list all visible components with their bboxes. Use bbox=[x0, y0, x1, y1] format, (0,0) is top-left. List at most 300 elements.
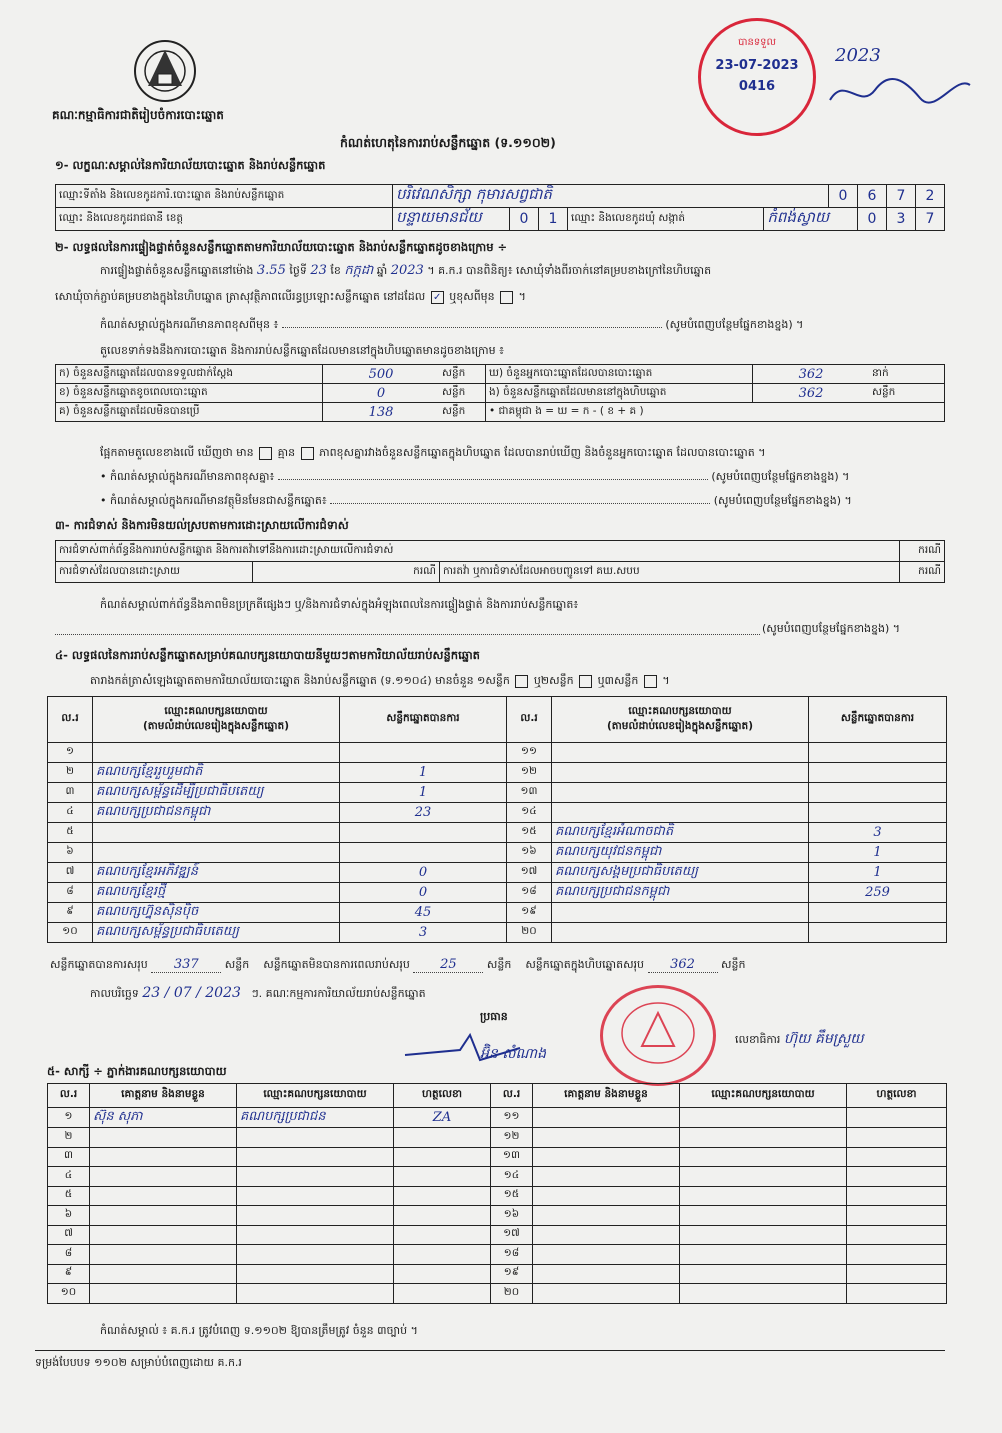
witness-sign bbox=[394, 1167, 491, 1187]
table-row bbox=[48, 1206, 947, 1226]
objection-row2-mid-case: ករណី bbox=[899, 562, 944, 583]
objection-row1-label: ការជំទាស់ពាក់ព័ន្ធនឹងការរាប់សន្លឹកឆ្នោត និងការតវ៉ាទៅនឹងការដោះស្រាយលើការជំទាស់ bbox=[56, 541, 900, 562]
chair-sign-stroke bbox=[400, 1030, 530, 1074]
section2-title: ២- លទ្ធផលនៃការផ្ទៀងផ្ទាត់ចំនួនសន្លឹកឆ្នោតតាមការិយាល័យបោះឆ្នោត និងរាប់សន្លឹកឆ្នោតដូចខាងក្រោម ÷ bbox=[55, 240, 508, 254]
compare-text: ផ្អែកតាមតួលេខខាងលើ ឃើញថា មាន bbox=[100, 446, 254, 459]
result-votes: 23 bbox=[340, 802, 507, 822]
stamp-time: 0416 bbox=[738, 79, 776, 94]
result-no: ២០ bbox=[507, 922, 552, 942]
location-code-2: 6 bbox=[858, 185, 887, 208]
witness-sign bbox=[847, 1264, 947, 1284]
table-row bbox=[48, 1186, 947, 1206]
result-votes bbox=[809, 802, 947, 822]
total-invalid-label: សន្លឹកឆ្នោតមិនបានការពេលរាប់សរុប bbox=[263, 958, 410, 971]
bullet1-label: • កំណត់សម្គាល់ក្នុងករណីមានភាពខុសគ្នា៖ bbox=[100, 470, 275, 483]
province-value: បន្ទាយមានជ័យ bbox=[393, 208, 510, 231]
bullet1-fill-hint: (សូមបំពេញបន្ថែមផ្នែកខាងខ្នង) ។ bbox=[711, 470, 850, 483]
result-votes bbox=[809, 762, 947, 782]
col-no-header: ល.រ bbox=[48, 697, 93, 743]
witness-sign bbox=[394, 1245, 491, 1265]
results-table bbox=[47, 696, 947, 943]
no-diff-checkbox[interactable] bbox=[301, 447, 314, 460]
total-invalid-unit: សន្លឹក bbox=[486, 958, 512, 971]
result-party bbox=[552, 902, 809, 922]
count-row bbox=[56, 384, 945, 403]
witness-party bbox=[237, 1264, 394, 1284]
witness-sign bbox=[847, 1245, 947, 1265]
section5-title: ៥- សាក្សី ÷ ភ្នាក់ងារគណបក្សនយោបាយ bbox=[47, 1064, 227, 1078]
objection-row2-label: ការជំទាស់ដែលបានដោះស្រាយ bbox=[56, 562, 253, 583]
result-party bbox=[552, 922, 809, 942]
result-no: ៨ bbox=[48, 882, 93, 902]
result-votes: 0 bbox=[340, 882, 507, 902]
table-row bbox=[48, 762, 947, 782]
table-row bbox=[48, 1108, 947, 1128]
total-box-value: 362 bbox=[648, 958, 718, 973]
table-row bbox=[48, 1245, 947, 1265]
result-votes: 1 bbox=[809, 862, 947, 882]
result-votes bbox=[809, 902, 947, 922]
result-party bbox=[552, 743, 809, 763]
witness-sign bbox=[847, 1128, 947, 1148]
result-no: ៦ bbox=[48, 842, 93, 862]
witness-name bbox=[533, 1108, 680, 1128]
result-votes: 1 bbox=[340, 782, 507, 802]
witness-name bbox=[90, 1186, 237, 1206]
line1-day-label: ថ្ងៃទី bbox=[289, 264, 307, 277]
stamp-date: 23-07-2023 bbox=[715, 58, 799, 73]
witness-col-party: ឈ្មោះគណបក្សនយោបាយ bbox=[237, 1084, 394, 1108]
three-sheet-checkbox[interactable] bbox=[644, 675, 657, 688]
col-votes-header: សន្លឹកឆ្នោតបានការ bbox=[340, 697, 507, 743]
witness-no: ២០ bbox=[491, 1284, 533, 1304]
table-row bbox=[48, 1128, 947, 1148]
count-left-label: គ) ចំនួនសន្លឹកឆ្នោតដែលមិនបានប្រើ bbox=[56, 403, 323, 422]
col-no-header-right: ល.រ bbox=[507, 697, 552, 743]
witness-party: គណបក្សប្រជាជន bbox=[237, 1108, 394, 1128]
province-code-1: 0 bbox=[510, 208, 539, 231]
count-left-unit: សន្លឹក bbox=[439, 403, 486, 422]
col-party-header bbox=[93, 697, 340, 743]
form-title: កំណត់ហេតុនៃការរាប់សន្លឹកឆ្នោត (ទ.១១០២) bbox=[340, 135, 556, 150]
witness-party bbox=[680, 1147, 847, 1167]
line2-text: សោឃុំចាក់ភ្ជាប់គម្របខាងក្នុងនៃហិបឆ្នោត ត្រាសុវត្ថិភាពលើរន្ធប្រឡោះសន្លឹកឆ្នោត នៅដដែល bbox=[55, 290, 426, 303]
result-no: ៣ bbox=[48, 782, 93, 802]
witness-sign bbox=[847, 1147, 947, 1167]
witness-sign bbox=[847, 1108, 947, 1128]
witness-sign bbox=[847, 1186, 947, 1206]
total-invalid-value: 25 bbox=[413, 958, 483, 973]
count-left-value: 0 bbox=[323, 384, 440, 403]
result-votes: 3 bbox=[809, 822, 947, 842]
witness-sign bbox=[847, 1206, 947, 1226]
handwritten-year: 2023 bbox=[835, 45, 881, 66]
witness-name bbox=[533, 1186, 680, 1206]
result-votes: 259 bbox=[809, 882, 947, 902]
result-party bbox=[552, 802, 809, 822]
witness-no: ៦ bbox=[48, 1206, 90, 1226]
witness-col-sign: ហត្ថលេខា bbox=[394, 1084, 491, 1108]
section1-table bbox=[55, 184, 945, 231]
result-party: គណបក្សសម្ព័ន្ធដើម្បីប្រជាធិបតេយ្យ bbox=[93, 782, 340, 802]
count-left-unit: សន្លឹក bbox=[439, 365, 486, 384]
signature-top bbox=[825, 70, 975, 119]
result-votes bbox=[340, 842, 507, 862]
witness-party bbox=[680, 1264, 847, 1284]
table-row bbox=[48, 882, 947, 902]
section1-title: ១- លក្ខណៈសម្គាល់នៃការិយាល័យបោះឆ្នោត និងរាប់សន្លឹកឆ្នោត bbox=[55, 158, 326, 172]
result-party: គណបក្សខ្មែរអភិវឌ្ឍន៍ bbox=[93, 862, 340, 882]
witness-name bbox=[90, 1245, 237, 1265]
result-votes bbox=[809, 922, 947, 942]
total-valid-label: សន្លឹកឆ្នោតបានការសរុប bbox=[50, 958, 148, 971]
witness-sign bbox=[847, 1167, 947, 1187]
location-label: ឈ្មោះទីតាំង និងលេខកូដការិ.បោះឆ្នោត និងរាប់សន្លឹកឆ្នោត bbox=[56, 185, 393, 208]
result-party: គណបក្សសម្ព័ន្ធប្រជាធិបតេយ្យ bbox=[93, 922, 340, 942]
witness-no: ៨ bbox=[48, 1245, 90, 1265]
witness-no: ៧ bbox=[48, 1225, 90, 1245]
one-sheet-checkbox[interactable] bbox=[515, 675, 528, 688]
seal-icon bbox=[606, 988, 710, 1077]
commune-label: ឈ្មោះ និងលេខកូដឃុំ សង្កាត់ bbox=[568, 208, 764, 231]
date-value: 23 / 07 / 2023 bbox=[142, 985, 241, 1001]
total-box-unit: សន្លឹក bbox=[721, 958, 746, 971]
count-left-value: 138 bbox=[323, 403, 440, 422]
received-stamp bbox=[698, 18, 816, 136]
result-no: ១២ bbox=[507, 762, 552, 782]
bullet2-fill-hint: (សូមបំពេញបន្ថែមផ្នែកខាងខ្នង) ។ bbox=[713, 494, 852, 507]
witness-no: ១៩ bbox=[491, 1264, 533, 1284]
result-no: ៧ bbox=[48, 862, 93, 882]
result-no: ៩ bbox=[48, 902, 93, 922]
witness-name bbox=[533, 1147, 680, 1167]
chair-label: ប្រធាន bbox=[480, 1010, 508, 1023]
result-no: ១១ bbox=[507, 743, 552, 763]
result-votes: 1 bbox=[809, 842, 947, 862]
witness-body bbox=[48, 1108, 947, 1304]
result-party: គណបក្សប្រជាជនកម្ពុជា bbox=[552, 882, 809, 902]
province-label: ឈ្មោះ និងលេខកូដរាជធានី ខេត្ត bbox=[56, 208, 393, 231]
result-party bbox=[93, 743, 340, 763]
count-right-value: 362 bbox=[753, 384, 870, 403]
committee-label: ៗ. គណៈកម្មការការិយាល័យរាប់សន្លឹកឆ្នោត bbox=[251, 987, 426, 1000]
witness-name bbox=[533, 1225, 680, 1245]
section3-title: ៣- ការជំទាស់ និងការមិនយល់ស្របតាមការដោះស្រាយលើការជំទាស់ bbox=[55, 518, 349, 532]
secretary-line bbox=[735, 1032, 864, 1047]
witness-party bbox=[680, 1108, 847, 1128]
nec-emblem-icon bbox=[130, 36, 200, 106]
witness-no: ១៧ bbox=[491, 1225, 533, 1245]
line1-month-label: ខែ bbox=[330, 264, 341, 277]
witness-col-no-right: ល.រ bbox=[491, 1084, 533, 1108]
has-diff-checkbox[interactable] bbox=[259, 447, 272, 460]
result-party: គណបក្សខ្មែររួបរួមជាតិ bbox=[93, 762, 340, 782]
witness-party bbox=[237, 1225, 394, 1245]
committee-stamp bbox=[600, 985, 716, 1086]
commune-code-1: 0 bbox=[858, 208, 887, 231]
witness-sign bbox=[394, 1225, 491, 1245]
table-row bbox=[48, 1225, 947, 1245]
witness-sign bbox=[394, 1264, 491, 1284]
result-no: ១៧ bbox=[507, 862, 552, 882]
result-votes: 3 bbox=[340, 922, 507, 942]
nec-logo bbox=[130, 36, 200, 106]
result-no: ១០ bbox=[48, 922, 93, 942]
witness-party bbox=[237, 1284, 394, 1304]
witness-col-no: ល.រ bbox=[48, 1084, 90, 1108]
witness-name bbox=[533, 1128, 680, 1148]
province-code-2: 1 bbox=[539, 208, 568, 231]
result-votes bbox=[809, 743, 947, 763]
section4-opt2: ឬ២សន្លឹក bbox=[533, 674, 574, 687]
signature-icon bbox=[400, 1030, 530, 1070]
witness-name bbox=[90, 1167, 237, 1187]
witness-name bbox=[533, 1245, 680, 1265]
note1-label: កំណត់សម្គាល់ក្នុងករណីមានភាពខុសពីមុន ៖ bbox=[100, 318, 279, 331]
result-party: គណបក្សហ្វ៊ុនស៊ិនប៉ិច bbox=[93, 902, 340, 922]
line1-suffix: ។ គ.ក.រ បានពិនិត្យ៖ សោឃុំទាំងពីរចាក់នៅគម្របខាងក្រៅនៃហិបឆ្នោត bbox=[427, 264, 712, 277]
verify-day: 23 bbox=[310, 263, 327, 278]
section4-opt3: ឬ៣សន្លឹក bbox=[597, 674, 639, 687]
witness-no: ១៦ bbox=[491, 1206, 533, 1226]
result-party: គណបក្សខ្មែរអំណាចជាតិ bbox=[552, 822, 809, 842]
section3-dots bbox=[55, 634, 760, 635]
section2-line2: សោឃុំចាក់ភ្ជាប់គម្របខាងក្នុងនៃហិបឆ្នោត ត្រាសុវត្ថិភាពលើរន្ធប្រឡោះសន្លឹកឆ្នោត នៅដដែល ✓ ឬខុសពីមុន ។ bbox=[55, 290, 526, 303]
witness-party bbox=[237, 1128, 394, 1148]
witness-table bbox=[47, 1083, 947, 1304]
count-right-unit: សន្លឹក bbox=[869, 384, 945, 403]
compare-or: គ្មាន bbox=[277, 446, 296, 459]
table-row bbox=[48, 922, 947, 942]
table-row bbox=[48, 862, 947, 882]
result-no: ១ bbox=[48, 743, 93, 763]
result-no: ១៩ bbox=[507, 902, 552, 922]
count-intro: តួលេខទាក់ទងនឹងការបោះឆ្នោត និងការរាប់សន្លឹកឆ្នោតដែលមាននៅក្នុងហិបឆ្នោតមានដូចខាងក្រោម ៖ bbox=[100, 344, 504, 357]
result-no: ១៤ bbox=[507, 802, 552, 822]
witness-name bbox=[90, 1147, 237, 1167]
section3-fill-hint: (សូមបំពេញបន្ថែមផ្នែកខាងខ្នង) ។ bbox=[762, 622, 901, 635]
same-checkbox[interactable]: ✓ bbox=[431, 291, 444, 304]
count-left-unit: សន្លឹក bbox=[439, 384, 486, 403]
commune-value: កំពង់ស្វាយ bbox=[764, 208, 858, 231]
total-box-label: សន្លឹកឆ្នោតក្នុងហិបឆ្នោតសរុប bbox=[525, 958, 645, 971]
witness-party bbox=[237, 1167, 394, 1187]
different-checkbox[interactable] bbox=[500, 291, 513, 304]
bullet2-label: • កំណត់សម្គាល់ក្នុងករណីមានវត្ថុមិនមែនជាសន្លឹកឆ្នោត៖ bbox=[100, 494, 327, 507]
note1-fill-hint: (សូមបំពេញបន្ថែមផ្នែកខាងខ្នង) ។ bbox=[665, 318, 804, 331]
line2-or: ឬខុសពីមុន bbox=[449, 290, 495, 303]
count-left-value: 500 bbox=[323, 365, 440, 384]
witness-no: ២ bbox=[48, 1128, 90, 1148]
witness-party bbox=[680, 1167, 847, 1187]
formula: • ជាគម្ពុជា ង = ឃ = ក - ( ខ + គ ) bbox=[486, 403, 945, 422]
result-party: គណបក្សយុវជនកម្ពុជា bbox=[552, 842, 809, 862]
witness-name bbox=[90, 1284, 237, 1304]
chair-signature: អ៊ិន សំណាង bbox=[480, 1046, 546, 1062]
result-no: ១៥ bbox=[507, 822, 552, 842]
section4-subtitle-line: តារាងកត់ត្រាសំឡេងឆ្នោតតាមការិយាល័យបោះឆ្នោត និងរាប់សន្លឹកឆ្នោត (ទ.១១០៤) មានចំនួន ១សន្លឹក ឬ២សន្លឹក ឬ៣សន្លឹក ។ bbox=[90, 674, 670, 687]
verify-time: 3.55 bbox=[256, 263, 286, 278]
witness-party bbox=[237, 1206, 394, 1226]
witness-party bbox=[680, 1245, 847, 1265]
witness-no: ១២ bbox=[491, 1128, 533, 1148]
section3-note: កំណត់សម្គាល់ពាក់ព័ន្ធនឹងភាពមិនប្រក្រតីផ្សេងៗ ឬ/និងការជំទាស់ក្នុងអំឡុងពេលនៃការផ្ទៀងផ្ទាត់ និងការរាប់សន្លឹកឆ្នោត៖ bbox=[100, 598, 579, 611]
secretary-name: ហ៊ុយ គឹមស្រួយ bbox=[783, 1031, 864, 1047]
result-votes: 0 bbox=[340, 862, 507, 882]
witness-no: ៣ bbox=[48, 1147, 90, 1167]
witness-name bbox=[90, 1225, 237, 1245]
line1-year-label: ឆ្នាំ bbox=[376, 264, 388, 277]
col-party-subtitle-right: (តាមលំដាប់លេខរៀងក្នុងសន្លឹកឆ្នោត) bbox=[606, 719, 754, 732]
objection-row2-mid-label: ការតវ៉ា ឬការជំទាស់ដែលអាចបញ្ជូនទៅ គឃ.សបប bbox=[440, 562, 900, 583]
witness-no: ៩ bbox=[48, 1264, 90, 1284]
witness-sign bbox=[394, 1147, 491, 1167]
objection-row2-case: ករណី bbox=[253, 562, 440, 583]
witness-name bbox=[90, 1206, 237, 1226]
witness-sign bbox=[394, 1206, 491, 1226]
result-votes: 1 bbox=[340, 762, 507, 782]
result-party bbox=[552, 782, 809, 802]
result-no: ១៦ bbox=[507, 842, 552, 862]
count-row bbox=[56, 365, 945, 384]
witness-party bbox=[237, 1147, 394, 1167]
witness-col-name-right: គោត្តនាម និងនាមខ្លួន bbox=[533, 1084, 680, 1108]
commune-code-3: 7 bbox=[916, 208, 945, 231]
count-right-unit: នាក់ bbox=[869, 365, 945, 384]
stamp-received-label: បានទទួល bbox=[737, 37, 777, 48]
note1-line bbox=[100, 318, 945, 332]
verify-month: កក្កដា bbox=[344, 263, 374, 278]
location-value: បរិវេណសិក្សា កុមារសព្វជាតិ bbox=[393, 185, 829, 208]
signature-icon bbox=[825, 70, 975, 115]
witness-no: ៥ bbox=[48, 1186, 90, 1206]
col-party-title: ឈ្មោះគណបក្សនយោបាយ bbox=[164, 704, 268, 717]
total-valid-value: 337 bbox=[151, 958, 221, 973]
witness-party bbox=[680, 1128, 847, 1148]
col-party-subtitle: (តាមលំដាប់លេខរៀងក្នុងសន្លឹកឆ្នោត) bbox=[142, 719, 290, 732]
count-table bbox=[55, 364, 945, 422]
table-row bbox=[48, 822, 947, 842]
org-name: គណៈកម្មាធិការជាតិរៀបចំការបោះឆ្នោត bbox=[52, 108, 224, 122]
witness-name bbox=[90, 1128, 237, 1148]
table-row bbox=[48, 1147, 947, 1167]
location-code-3: 7 bbox=[887, 185, 916, 208]
result-no: ២ bbox=[48, 762, 93, 782]
compare-line bbox=[100, 446, 765, 460]
witness-no: ១ bbox=[48, 1108, 90, 1128]
result-party bbox=[552, 762, 809, 782]
result-party: គណបក្សប្រជាជនកម្ពុជា bbox=[93, 802, 340, 822]
results-body bbox=[48, 743, 947, 943]
witness-sign: ZA bbox=[394, 1108, 491, 1128]
table-row bbox=[48, 1167, 947, 1187]
result-votes: 45 bbox=[340, 902, 507, 922]
count-left-label: ខ) ចំនួនសន្លឹកឆ្នោតខូចពេលបោះឆ្នោត bbox=[56, 384, 323, 403]
witness-no: ១៥ bbox=[491, 1186, 533, 1206]
witness-sign bbox=[394, 1128, 491, 1148]
count-left-label: ក) ចំនួនសន្លឹកឆ្នោតដែលបានទទួលជាក់ស្តែង bbox=[56, 365, 323, 384]
commune-code-2: 3 bbox=[887, 208, 916, 231]
objection-table bbox=[55, 540, 945, 583]
witness-party bbox=[680, 1284, 847, 1304]
count-right-value: 362 bbox=[753, 365, 870, 384]
witness-name: ស៊ុន សុភា bbox=[90, 1108, 237, 1128]
section2-line1 bbox=[100, 264, 711, 278]
witness-no: ១៤ bbox=[491, 1167, 533, 1187]
witness-no: ៤ bbox=[48, 1167, 90, 1187]
witness-col-sign-right: ហត្ថលេខា bbox=[847, 1084, 947, 1108]
witness-no: ១៨ bbox=[491, 1245, 533, 1265]
witness-sign bbox=[847, 1284, 947, 1304]
witness-no: ១៣ bbox=[491, 1147, 533, 1167]
witness-party bbox=[680, 1186, 847, 1206]
objection-row1-case: ករណី bbox=[899, 541, 944, 562]
date-line bbox=[90, 986, 426, 1001]
two-sheet-checkbox[interactable] bbox=[579, 675, 592, 688]
witness-sign bbox=[847, 1225, 947, 1245]
witness-party bbox=[237, 1186, 394, 1206]
witness-col-party-right: ឈ្មោះគណបក្សនយោបាយ bbox=[680, 1084, 847, 1108]
result-party bbox=[93, 842, 340, 862]
witness-no: ១១ bbox=[491, 1108, 533, 1128]
witness-party bbox=[680, 1206, 847, 1226]
bullet1-line bbox=[100, 470, 849, 484]
witness-sign bbox=[394, 1284, 491, 1304]
result-party: គណបក្សខ្មែរថ្មី bbox=[93, 882, 340, 902]
verify-year: 2023 bbox=[390, 263, 424, 278]
totals-line bbox=[50, 958, 745, 973]
witness-name bbox=[533, 1206, 680, 1226]
col-votes-header-right: សន្លឹកឆ្នោតបានការ bbox=[809, 697, 947, 743]
result-no: ៥ bbox=[48, 822, 93, 842]
witness-party bbox=[680, 1225, 847, 1245]
witness-party bbox=[237, 1245, 394, 1265]
witness-name bbox=[533, 1167, 680, 1187]
table-row bbox=[48, 1284, 947, 1304]
col-party-header-right bbox=[552, 697, 809, 743]
count-row bbox=[56, 403, 945, 422]
result-no: ១៨ bbox=[507, 882, 552, 902]
result-party bbox=[93, 822, 340, 842]
result-votes bbox=[809, 782, 947, 802]
witness-col-name: គោត្តនាម និងនាមខ្លួន bbox=[90, 1084, 237, 1108]
count-right-label: ឃ) ចំនួនអ្នកបោះឆ្នោតដែលបានបោះឆ្នោត bbox=[486, 365, 753, 384]
section4-subtitle: តារាងកត់ត្រាសំឡេងឆ្នោតតាមការិយាល័យបោះឆ្នោត និងរាប់សន្លឹកឆ្នោត (ទ.១១០៤) មានចំនួន ១សន្លឹក bbox=[90, 674, 510, 687]
section4-title: ៤- លទ្ធផលនៃការរាប់សន្លឹកឆ្នោតសម្រាប់គណបក្សនយោបាយនីមួយៗតាមការិយាល័យរាប់សន្លឹកឆ្នោត bbox=[55, 648, 480, 662]
section5-note: កំណត់សម្គាល់ ៖ គ.ក.រ ត្រូវបំពេញ ទ.១១០២ ឱ្យបានត្រឹមត្រូវ ចំនួន ៣ច្បាប់ ។ bbox=[100, 1324, 418, 1337]
result-votes bbox=[340, 743, 507, 763]
witness-no: ១០ bbox=[48, 1284, 90, 1304]
result-no: ៤ bbox=[48, 802, 93, 822]
witness-name bbox=[533, 1264, 680, 1284]
table-row bbox=[48, 802, 947, 822]
bullet2-line bbox=[100, 494, 852, 508]
date-label: កាលបរិច្ឆេទ bbox=[90, 987, 139, 1000]
table-row bbox=[48, 842, 947, 862]
line1-prefix: ការផ្ទៀងផ្ទាត់ចំនួនសន្លឹកឆ្នោតនៅម៉ោង bbox=[100, 264, 254, 277]
witness-sign bbox=[394, 1186, 491, 1206]
total-valid-unit: សន្លឹក bbox=[224, 958, 250, 971]
footer-text: ទម្រង់បែបបទ ១១០២ សម្រាប់បំពេញដោយ គ.ក.រ bbox=[35, 1356, 242, 1369]
count-right-label: ង) ចំនួនសន្លឹកឆ្នោតដែលមាននៅក្នុងហិបឆ្នោត bbox=[486, 384, 753, 403]
result-no: ១៣ bbox=[507, 782, 552, 802]
witness-name bbox=[90, 1264, 237, 1284]
result-votes bbox=[340, 822, 507, 842]
witness-name bbox=[533, 1284, 680, 1304]
secretary-label: លេខាធិការ bbox=[735, 1033, 781, 1046]
col-party-title-right: ឈ្មោះគណបក្សនយោបាយ bbox=[628, 704, 732, 717]
table-row bbox=[48, 902, 947, 922]
